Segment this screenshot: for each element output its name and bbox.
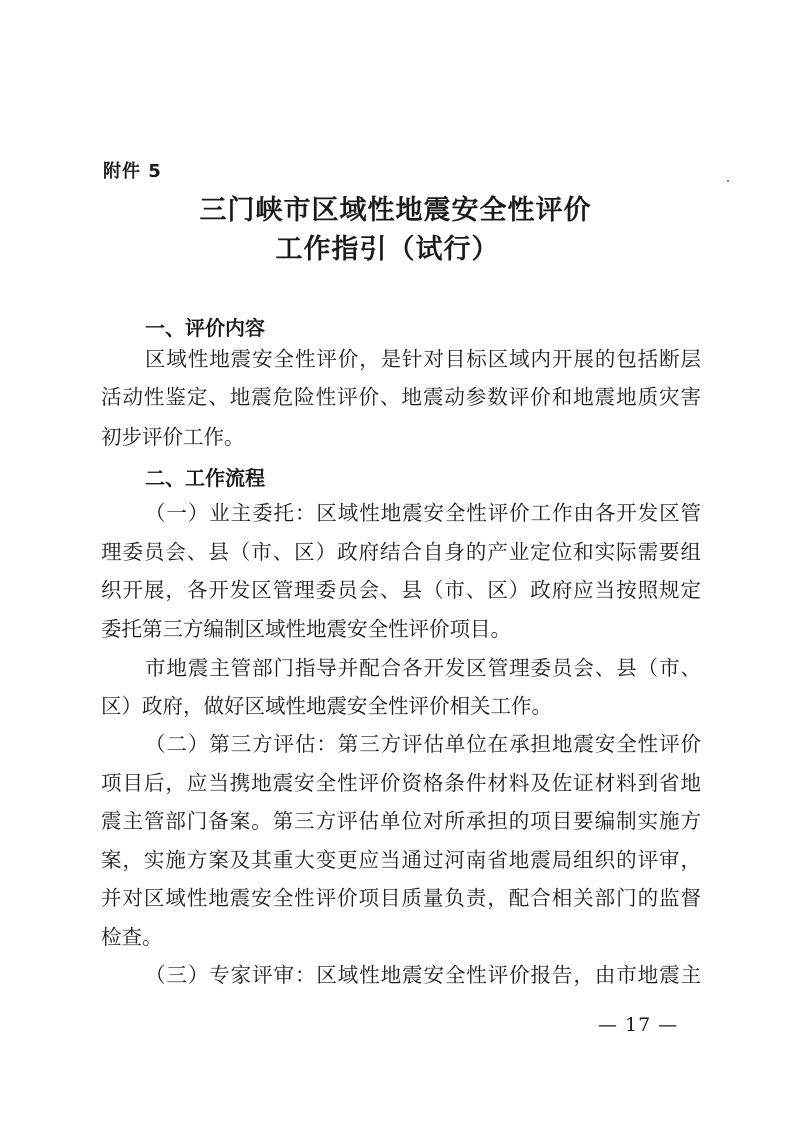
paragraph-line: 委托第三方编制区域性地震安全性评价项目。 xyxy=(101,617,511,641)
paragraph-line: 震主管部门备案。第三方评估单位对所承担的项目要编制实施方 xyxy=(101,809,701,833)
paragraph-line: 织开展，各开发区管理委员会、县（市、区）政府应当按照规定 xyxy=(101,578,701,602)
paragraph-line: 案，实施方案及其重大变更应当通过河南省地震局组织的评审， xyxy=(101,848,701,872)
paragraph-line: 并对区域性地震安全性评价项目质量负责，配合相关部门的监督 xyxy=(101,886,701,910)
page-number: — 17 — xyxy=(598,1014,679,1036)
paragraph-line: 区）政府，做好区域性地震安全性评价相关工作。 xyxy=(101,694,552,718)
paragraph-line: 理委员会、县（市、区）政府结合自身的产业定位和实际需要组 xyxy=(101,540,701,564)
paragraph-line: 检查。 xyxy=(101,925,163,949)
paragraph-line: 区域性地震安全性评价，是针对目标区域内开展的包括断层 xyxy=(145,347,701,371)
paragraph-line: （三）专家评审：区域性地震安全性评价报告，由市地震主 xyxy=(145,963,701,987)
paragraph-line: 项目后，应当携地震安全性评价资格条件材料及佐证材料到省地 xyxy=(101,771,701,795)
attachment-label: 附件 5 xyxy=(103,161,162,182)
paragraph-line: 市地震主管部门指导并配合各开发区管理委员会、县（市、 xyxy=(145,656,701,680)
document-title-line-1: 三门峡市区域性地震安全性评价 xyxy=(199,195,592,226)
scan-speck xyxy=(727,180,729,182)
document-title-line-2: 工作指引（试行） xyxy=(275,234,500,265)
paragraph-line: 初步评价工作。 xyxy=(101,425,245,449)
paragraph-line: 活动性鉴定、地震危险性评价、地震动参数评价和地震地质灾害 xyxy=(101,385,701,409)
paragraph-line: （一）业主委托：区域性地震安全性评价工作由各开发区管 xyxy=(145,501,701,525)
paragraph-line: （二）第三方评估：第三方评估单位在承担地震安全性评价 xyxy=(145,732,701,756)
section-heading-workflow: 二、工作流程 xyxy=(145,466,265,490)
section-heading-evaluation-content: 一、评价内容 xyxy=(145,316,265,340)
